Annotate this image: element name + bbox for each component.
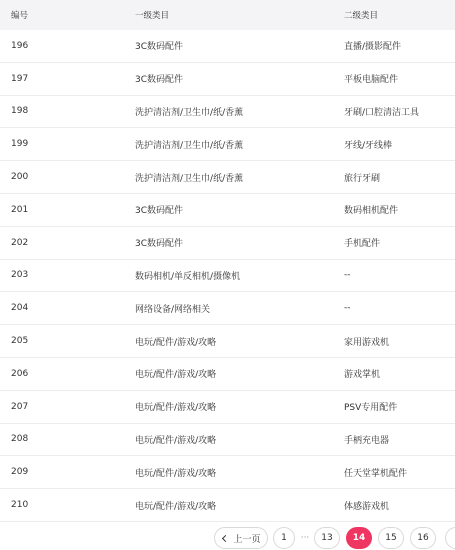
cell-level1-category: 洗护清洁剂/卫生巾/纸/香薰 [135,107,244,118]
cell-level2-category: -- [344,303,351,314]
cell-id: 207 [11,401,29,412]
cell-id: 198 [11,106,29,117]
chevron-left-icon [222,534,229,541]
table-row [0,424,455,457]
page-button-current[interactable]: 14 [346,527,372,549]
cell-id: 201 [11,204,29,215]
table-row [0,292,455,325]
table-body [0,30,455,522]
table-header [0,0,455,30]
cell-level2-category: 牙刷/口腔清洁工具 [344,107,420,118]
cell-level1-category: 3C数码配件 [135,239,184,250]
cell-id: 197 [11,73,29,84]
cell-id: 204 [11,303,29,314]
table-row [0,194,455,227]
table-row [0,128,455,161]
cell-level1-category: 电玩/配件/游戏/攻略 [135,337,217,348]
cell-level1-category: 3C数码配件 [135,75,184,86]
table-row [0,30,455,63]
table-row [0,391,455,424]
cell-id: 200 [11,172,29,183]
cell-level2-category: 体感游戏机 [344,501,390,512]
cell-level1-category: 3C数码配件 [135,206,184,217]
table-row [0,96,455,129]
pagination [0,527,455,549]
cell-level2-category: 家用游戏机 [344,337,390,348]
cell-level2-category: 任天堂掌机配件 [344,468,408,479]
header-level2-category: 二级类目 [344,11,379,21]
cell-level2-category: 游戏掌机 [344,370,381,381]
page-button[interactable]: 16 [410,527,436,549]
cell-level2-category: 直播/摄影配件 [344,42,402,53]
cell-level1-category: 电玩/配件/游戏/攻略 [135,435,217,446]
table-row [0,325,455,358]
cell-level2-category: 平板电脑配件 [344,75,399,86]
table-row [0,227,455,260]
cell-id: 203 [11,270,29,281]
cell-level2-category: 牙线/牙线棒 [344,140,393,151]
cell-level1-category: 电玩/配件/游戏/攻略 [135,370,217,381]
cell-level2-category: PSV专用配件 [344,403,398,414]
cell-level1-category: 电玩/配件/游戏/攻略 [135,468,217,479]
table-row [0,161,455,194]
cell-level1-category: 3C数码配件 [135,42,184,53]
cell-id: 205 [11,336,29,347]
page-button[interactable]: 15 [378,527,404,549]
cell-level2-category: 旅行牙刷 [344,173,381,184]
cell-level2-category: 手柄充电器 [344,435,390,446]
cell-level2-category: 手机配件 [344,239,381,250]
table-row [0,260,455,293]
header-id: 编号 [11,11,29,21]
table-row [0,358,455,391]
page-button[interactable]: 13 [314,527,340,549]
header-level1-category: 一级类目 [135,11,170,21]
pagination-ellipsis: ··· [300,533,310,543]
prev-page-button[interactable] [214,527,268,549]
cell-level1-category: 数码相机/单反相机/摄像机 [135,271,241,282]
cell-level1-category: 洗护清洁剂/卫生巾/纸/香薰 [135,140,244,151]
cell-id: 196 [11,40,29,51]
prev-page-label: 上一页 [233,534,261,545]
cell-level1-category: 网络设备/网络相关 [135,304,211,315]
cell-id: 208 [11,434,29,445]
cell-id: 206 [11,368,29,379]
cell-id: 202 [11,237,29,248]
cell-id: 199 [11,139,29,150]
cell-level1-category: 电玩/配件/游戏/攻略 [135,501,217,512]
next-page-partial-button[interactable] [445,527,455,549]
cell-level2-category: 数码相机配件 [344,206,399,217]
cell-id: 209 [11,467,29,478]
table-row [0,489,455,522]
cell-id: 210 [11,500,29,511]
table-row [0,63,455,96]
cell-level1-category: 洗护清洁剂/卫生巾/纸/香薰 [135,173,244,184]
table-row [0,456,455,489]
page-button-first[interactable]: 1 [273,527,295,549]
cell-level2-category: -- [344,270,351,281]
cell-level1-category: 电玩/配件/游戏/攻略 [135,403,217,414]
